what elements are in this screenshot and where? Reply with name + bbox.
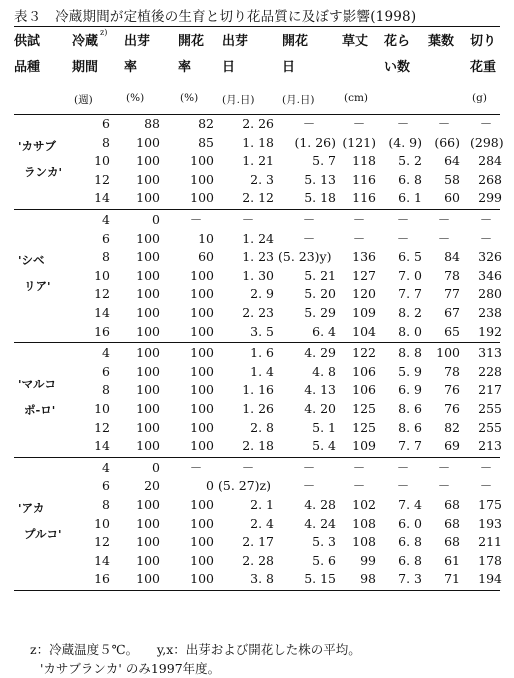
group-0-row-3-col-5: 5. 13: [304, 171, 336, 187]
group-3-row-2-col-3: 100: [190, 497, 214, 512]
group-1-row-1-col-7: －: [396, 230, 410, 246]
group-3-row-3-col-5: 4. 24: [304, 515, 336, 531]
group-0-row-0-col-6: －: [352, 116, 366, 131]
group-1-row-5-col-6: 109: [352, 305, 376, 320]
group-1-row-6-col-4: 3. 5: [250, 323, 274, 339]
group-3-row-2-col-8: 68: [444, 497, 460, 512]
group-3-row-3-col-7: 6. 0: [398, 515, 422, 531]
group-0-row-3-col-2: 100: [136, 171, 160, 187]
group-0-row-4-col-4: 2. 12: [242, 190, 274, 206]
group-0-row-2-col-6: 118: [352, 153, 376, 169]
group-2-row-3-col-3: 100: [190, 401, 214, 416]
group-3-row-6-col-6: 98: [360, 571, 376, 587]
header-col-3-line2: 率: [178, 60, 192, 75]
group-3-row-3-col-6: 108: [352, 515, 376, 531]
group-3-row-1-col-8: －: [437, 478, 451, 494]
group-1-row-4-col-3: 100: [190, 286, 214, 302]
group-3-row-5-col-6: 99: [360, 552, 376, 568]
group-1-row-3-col-6: 127: [352, 267, 376, 283]
group-3-row-3-col-2: 100: [136, 515, 160, 531]
group-0-row-1-col-3: 85: [198, 134, 214, 150]
group-3-name-line1: 'アカ: [18, 500, 45, 515]
group-1-row-0-col-2: 0: [152, 212, 160, 227]
group-1-row-4-col-1: 12: [94, 286, 110, 302]
group-3-row-1-col-3: 0: [206, 478, 214, 494]
group-1-row-1-col-8: －: [437, 230, 451, 246]
group-0-row-0-col-2: 88: [144, 116, 160, 131]
group-1-row-6-col-5: 6. 4: [312, 323, 336, 339]
group-0-row-4-col-1: 14: [94, 190, 110, 206]
group-2-row-4-col-9: 255: [478, 419, 502, 435]
group-2-row-3-col-6: 125: [352, 401, 376, 416]
header-col-9-unit: (g): [472, 92, 487, 104]
header-col-2-unit: (%): [126, 92, 145, 104]
group-3-row-6-col-5: 5. 15: [304, 571, 336, 587]
group-0-row-4-col-3: 100: [190, 190, 214, 206]
group-2-row-0-col-9: 313: [478, 345, 502, 361]
group-3-row-4-col-8: 68: [444, 534, 460, 550]
group-2-row-0-col-3: 100: [190, 345, 214, 361]
group-0-row-0-col-8: －: [437, 116, 451, 131]
header-col-3-unit: (%): [180, 92, 199, 104]
group-0-row-0-col-5: －: [302, 116, 316, 131]
group-3-row-0-col-2: 0: [152, 459, 160, 475]
header-col-1-line1: 冷蔵: [72, 34, 99, 49]
group-2-row-4-col-7: 8. 6: [398, 419, 422, 435]
group-1-name-line2: リア': [24, 279, 51, 294]
group-0-row-3-col-1: 12: [94, 171, 110, 187]
header-col-5-unit: (月.日): [282, 94, 315, 106]
group-1-row-2-col-2: 100: [136, 249, 160, 265]
group-1-row-4-col-8: 77: [444, 286, 460, 302]
group-3-row-6-col-3: 100: [190, 571, 214, 587]
group-0-row-0-col-3: 82: [198, 116, 214, 131]
group-1-row-3-col-2: 100: [136, 267, 160, 283]
header-col-0-line1: 供試: [14, 34, 41, 49]
group-1-row-2-col-5: (5. 23)y): [278, 249, 332, 265]
group-0-row-2-col-5: 5. 7: [312, 153, 336, 169]
header-col-9-line2: 花重: [470, 60, 497, 75]
group-1-bottom-rule: [14, 342, 500, 343]
group-1-row-2-col-7: 6. 5: [398, 249, 422, 265]
group-2-row-2-col-4: 1. 16: [242, 382, 274, 398]
group-2-row-1-col-6: 106: [352, 363, 376, 379]
group-0-row-1-col-7: (4. 9): [388, 134, 422, 150]
group-0-row-3-col-7: 6. 8: [398, 171, 422, 187]
group-0-row-4-col-7: 6. 1: [398, 190, 422, 206]
group-0-row-4-col-8: 60: [444, 190, 460, 206]
header-col-4-line1: 出芽: [222, 34, 249, 49]
group-2-row-1-col-3: 100: [190, 363, 214, 379]
group-0-row-1-col-6: (121): [342, 134, 376, 150]
group-1-row-5-col-7: 8. 2: [398, 305, 422, 320]
group-2-row-2-col-2: 100: [136, 382, 160, 398]
group-1-row-5-col-2: 100: [136, 305, 160, 320]
group-2-row-5-col-1: 14: [94, 438, 110, 454]
header-col-1-sup: z): [100, 28, 108, 37]
group-3-row-1-col-2: 20: [144, 478, 160, 494]
group-2-row-3-col-8: 76: [444, 401, 460, 416]
group-2-row-4-col-1: 12: [94, 419, 110, 435]
group-1-row-1-col-9: －: [479, 230, 493, 246]
group-3-row-4-col-5: 5. 3: [312, 534, 336, 550]
group-0-row-1-col-9: (298): [470, 134, 504, 150]
group-2-row-4-col-6: 125: [352, 419, 376, 435]
group-3-name-line2: プルコ': [24, 526, 62, 541]
group-1-row-2-col-4: 1. 23: [242, 249, 274, 265]
group-1-row-5-col-3: 100: [190, 305, 214, 320]
header-col-4-line2: 日: [222, 60, 236, 75]
group-1-row-2-col-1: 8: [102, 249, 110, 265]
group-1-row-3-col-8: 78: [444, 267, 460, 283]
group-1-row-0-col-1: 4: [102, 212, 110, 227]
group-3-row-6-col-7: 7. 3: [398, 571, 422, 587]
group-3-row-6-col-1: 16: [94, 571, 110, 587]
header-col-5-line2: 日: [282, 60, 296, 75]
group-3-row-0-col-1: 4: [102, 459, 110, 475]
group-0-row-3-col-9: 268: [478, 171, 502, 187]
group-2-row-1-col-4: 1. 4: [250, 363, 274, 379]
group-0-row-3-col-6: 116: [352, 171, 376, 187]
header-col-9-line1: 切り: [470, 34, 497, 49]
group-3-row-5-col-2: 100: [136, 552, 160, 568]
group-3-row-5-col-3: 100: [190, 552, 214, 568]
group-3-row-2-col-7: 7. 4: [398, 497, 422, 512]
group-1-row-4-col-6: 120: [352, 286, 376, 302]
group-1-row-0-col-3: －: [189, 212, 203, 227]
group-3-row-5-col-7: 6. 8: [398, 552, 422, 568]
group-3-row-5-col-5: 5. 6: [312, 552, 336, 568]
group-3-row-4-col-3: 100: [190, 534, 214, 550]
group-1-row-5-col-5: 5. 29: [304, 305, 336, 320]
group-0-row-3-col-8: 58: [444, 171, 460, 187]
group-3-row-5-col-4: 2. 28: [242, 552, 274, 568]
group-3-row-6-col-4: 3. 8: [250, 571, 274, 587]
group-2-row-1-col-7: 5. 9: [398, 363, 422, 379]
group-0-row-2-col-4: 1. 21: [242, 153, 274, 169]
group-0-row-2-col-3: 100: [190, 153, 214, 169]
group-2-row-4-col-2: 100: [136, 419, 160, 435]
group-2-row-0-col-1: 4: [102, 345, 110, 361]
group-3-row-2-col-5: 4. 28: [304, 497, 336, 512]
group-3-row-6-col-2: 100: [136, 571, 160, 587]
group-3-row-4-col-7: 6. 8: [398, 534, 422, 550]
group-1-row-0-col-6: －: [352, 212, 366, 227]
group-1-row-0-col-4: －: [241, 212, 255, 227]
group-3-row-1-col-4: (5. 27)z): [218, 478, 272, 494]
group-2-row-5-col-7: 7. 7: [398, 438, 422, 454]
group-2-row-5-col-9: 213: [478, 438, 502, 454]
group-1-row-4-col-5: 5. 20: [304, 286, 336, 302]
group-1-row-4-col-4: 2. 9: [250, 286, 274, 302]
header-col-3-line1: 開花: [178, 34, 205, 49]
group-2-name-line1: 'マルコ: [18, 377, 57, 391]
group-1-row-1-col-2: 100: [136, 230, 160, 246]
header-col-1-line2: 期間: [72, 60, 99, 75]
group-2-row-2-col-5: 4. 13: [304, 382, 336, 398]
group-2-row-0-col-7: 8. 8: [398, 345, 422, 361]
group-1-row-1-col-5: －: [302, 230, 316, 246]
group-3-row-4-col-1: 12: [94, 534, 110, 550]
group-2-row-1-col-1: 6: [102, 363, 110, 379]
group-3-row-5-col-1: 14: [94, 552, 110, 568]
header-col-1-unit: (週): [74, 94, 93, 106]
group-1-row-2-col-6: 136: [352, 249, 376, 265]
group-0-row-1-col-8: (66): [434, 134, 460, 150]
note-line-2: 'カサブランカ' のみ1997年度。: [40, 661, 221, 676]
group-2-row-3-col-5: 4. 20: [304, 401, 336, 416]
header-col-6-unit: (cm): [344, 92, 369, 104]
header-col-7-line1: 花ら: [384, 34, 411, 49]
group-3-row-1-col-9: －: [479, 478, 493, 494]
group-1-row-1-col-3: 10: [198, 230, 214, 246]
group-1-row-5-col-9: 238: [478, 305, 502, 320]
group-0-row-4-col-6: 116: [352, 190, 376, 206]
group-3-row-5-col-8: 61: [444, 552, 460, 568]
group-2-row-4-col-5: 5. 1: [312, 419, 336, 435]
group-2-row-0-col-4: 1. 6: [250, 345, 274, 361]
group-2-name-line2: ポ-ロ': [24, 403, 56, 417]
group-3-row-0-col-9: －: [479, 459, 493, 475]
group-3-row-1-col-5: －: [302, 478, 316, 494]
group-3-row-1-col-1: 6: [102, 478, 110, 494]
group-3-row-3-col-3: 100: [190, 515, 214, 531]
group-1-name-line1: 'シベ: [18, 253, 45, 268]
group-2-bottom-rule: [14, 457, 500, 458]
group-3-row-2-col-1: 8: [102, 497, 110, 512]
group-1-row-0-col-7: －: [396, 212, 410, 227]
header-col-2-line2: 率: [124, 60, 138, 75]
header-col-6-line1: 草丈: [342, 34, 369, 49]
group-1-row-6-col-7: 8. 0: [398, 323, 422, 339]
group-2-row-3-col-4: 1. 26: [242, 401, 274, 416]
group-0-row-1-col-1: 8: [102, 134, 110, 150]
group-3-row-3-col-9: 193: [478, 515, 502, 531]
note-line-1: z：冷蔵温度５℃。 y,x：出芽および開花した株の平均。: [30, 642, 361, 657]
group-2-row-4-col-8: 82: [444, 419, 460, 435]
group-0-row-0-col-1: 6: [102, 116, 110, 131]
group-2-row-5-col-8: 69: [444, 438, 460, 454]
group-3-row-2-col-2: 100: [136, 497, 160, 512]
group-1-row-6-col-8: 65: [444, 323, 460, 339]
group-3-row-0-col-3: －: [189, 459, 203, 475]
group-2-row-4-col-3: 100: [190, 419, 214, 435]
group-2-row-2-col-1: 8: [102, 382, 110, 398]
group-3-row-3-col-1: 10: [94, 515, 110, 531]
group-3-row-4-col-9: 211: [478, 534, 502, 550]
group-3-row-1-col-6: －: [352, 478, 366, 494]
group-2-row-2-col-6: 106: [352, 382, 376, 398]
group-0-row-1-col-5: (1. 26): [294, 134, 336, 150]
group-1-row-1-col-4: 1. 24: [242, 230, 274, 246]
group-1-row-4-col-7: 7. 7: [398, 286, 422, 302]
group-3-row-1-col-7: －: [396, 478, 410, 494]
group-1-row-1-col-1: 6: [102, 230, 110, 246]
group-0-row-0-col-4: 2. 26: [242, 116, 274, 131]
group-0-row-2-col-9: 284: [478, 153, 502, 169]
group-2-row-0-col-2: 100: [136, 345, 160, 361]
group-3-row-0-col-8: －: [437, 459, 451, 475]
group-2-row-5-col-3: 100: [190, 438, 214, 454]
group-0-row-0-col-7: －: [396, 116, 410, 131]
group-2-row-2-col-9: 217: [478, 382, 502, 398]
group-1-row-0-col-9: －: [479, 212, 493, 227]
header-col-0-line2: 品種: [14, 60, 41, 75]
group-2-row-5-col-5: 5. 4: [312, 438, 336, 454]
group-0-row-2-col-1: 10: [94, 153, 110, 169]
group-2-row-3-col-2: 100: [136, 401, 160, 416]
group-0-row-3-col-4: 2. 3: [250, 171, 274, 187]
header-col-7-line2: い数: [384, 60, 411, 75]
group-2-row-2-col-3: 100: [190, 382, 214, 398]
group-0-name-line1: 'カサブ: [18, 138, 57, 153]
group-1-row-3-col-9: 346: [478, 267, 502, 283]
group-3-row-0-col-4: －: [241, 459, 255, 475]
group-2-row-2-col-7: 6. 9: [398, 382, 422, 398]
group-3-row-2-col-6: 102: [352, 497, 376, 512]
group-2-row-5-col-2: 100: [136, 438, 160, 454]
group-1-row-2-col-9: 326: [478, 249, 502, 265]
group-2-row-1-col-9: 228: [478, 363, 502, 379]
group-1-row-3-col-4: 1. 30: [242, 267, 274, 283]
group-3-row-3-col-4: 2. 4: [250, 515, 274, 531]
table-title: 表３ 冷蔵期間が定植後の生育と切り花品質に及ぼす影響(1998): [14, 9, 417, 25]
group-1-row-6-col-1: 16: [94, 323, 110, 339]
group-3-row-4-col-2: 100: [136, 534, 160, 550]
group-2-row-0-col-8: 100: [436, 345, 460, 361]
group-2-row-5-col-4: 2. 18: [242, 438, 274, 454]
group-0-name-line2: ランカ': [24, 164, 63, 179]
group-1-row-5-col-1: 14: [94, 305, 110, 320]
header-col-8-line1: 葉数: [428, 34, 455, 49]
group-2-row-1-col-2: 100: [136, 363, 160, 379]
group-1-row-6-col-6: 104: [352, 323, 376, 339]
group-1-row-2-col-3: 60: [198, 249, 214, 265]
group-1-row-4-col-2: 100: [136, 286, 160, 302]
group-1-row-5-col-4: 2. 23: [242, 305, 274, 320]
group-0-row-4-col-9: 299: [478, 190, 502, 206]
group-0-row-1-col-4: 1. 18: [242, 134, 274, 150]
group-1-row-3-col-7: 7. 0: [398, 267, 422, 283]
group-0-row-3-col-3: 100: [190, 171, 214, 187]
group-3-bottom-rule: [14, 590, 500, 591]
group-0-row-0-col-9: －: [479, 116, 493, 131]
group-3-row-6-col-8: 71: [444, 571, 460, 587]
group-3-row-3-col-8: 68: [444, 515, 460, 531]
group-3-row-2-col-4: 2. 1: [250, 497, 274, 512]
group-2-row-1-col-5: 4. 8: [312, 363, 336, 379]
group-1-row-3-col-5: 5. 21: [304, 267, 336, 283]
group-3-row-0-col-5: －: [302, 459, 316, 475]
group-3-row-5-col-9: 178: [478, 552, 502, 568]
group-2-row-3-col-9: 255: [478, 401, 502, 416]
group-0-bottom-rule: [14, 209, 500, 210]
group-1-row-1-col-6: －: [352, 230, 366, 246]
group-1-row-6-col-3: 100: [190, 323, 214, 339]
header-col-4-unit: (月.日): [222, 94, 255, 106]
group-1-row-0-col-8: －: [437, 212, 451, 227]
group-1-row-4-col-9: 280: [478, 286, 502, 302]
group-2-row-5-col-6: 109: [352, 438, 376, 454]
group-0-row-4-col-2: 100: [136, 190, 160, 206]
group-1-row-2-col-8: 84: [444, 249, 460, 265]
group-1-row-6-col-2: 100: [136, 323, 160, 339]
top-rule: [14, 26, 500, 27]
group-3-row-2-col-9: 175: [478, 497, 502, 512]
group-1-row-6-col-9: 192: [478, 323, 502, 339]
group-3-row-0-col-7: －: [396, 459, 410, 475]
group-1-row-3-col-3: 100: [190, 267, 214, 283]
group-0-row-1-col-2: 100: [136, 134, 160, 150]
group-0-row-2-col-8: 64: [444, 153, 460, 169]
group-1-row-5-col-8: 67: [444, 305, 460, 320]
group-2-row-2-col-8: 76: [444, 382, 460, 398]
group-0-row-2-col-7: 5. 2: [398, 153, 422, 169]
group-3-row-0-col-6: －: [352, 459, 366, 475]
group-2-row-0-col-6: 122: [352, 345, 376, 361]
header-col-5-line1: 開花: [282, 34, 309, 49]
group-3-row-6-col-9: 194: [478, 571, 502, 587]
group-2-row-1-col-8: 78: [444, 363, 460, 379]
group-1-row-0-col-5: －: [302, 212, 316, 227]
group-2-row-0-col-5: 4. 29: [304, 345, 336, 361]
group-2-row-3-col-1: 10: [94, 401, 110, 416]
group-0-row-4-col-5: 5. 18: [304, 190, 336, 206]
group-2-row-4-col-4: 2. 8: [250, 419, 274, 435]
group-3-row-4-col-6: 108: [352, 534, 376, 550]
group-0-row-2-col-2: 100: [136, 153, 160, 169]
group-3-row-4-col-4: 2. 17: [242, 534, 274, 550]
group-1-row-3-col-1: 10: [94, 267, 110, 283]
header-col-2-line1: 出芽: [124, 34, 151, 49]
group-2-row-3-col-7: 8. 6: [398, 401, 422, 416]
